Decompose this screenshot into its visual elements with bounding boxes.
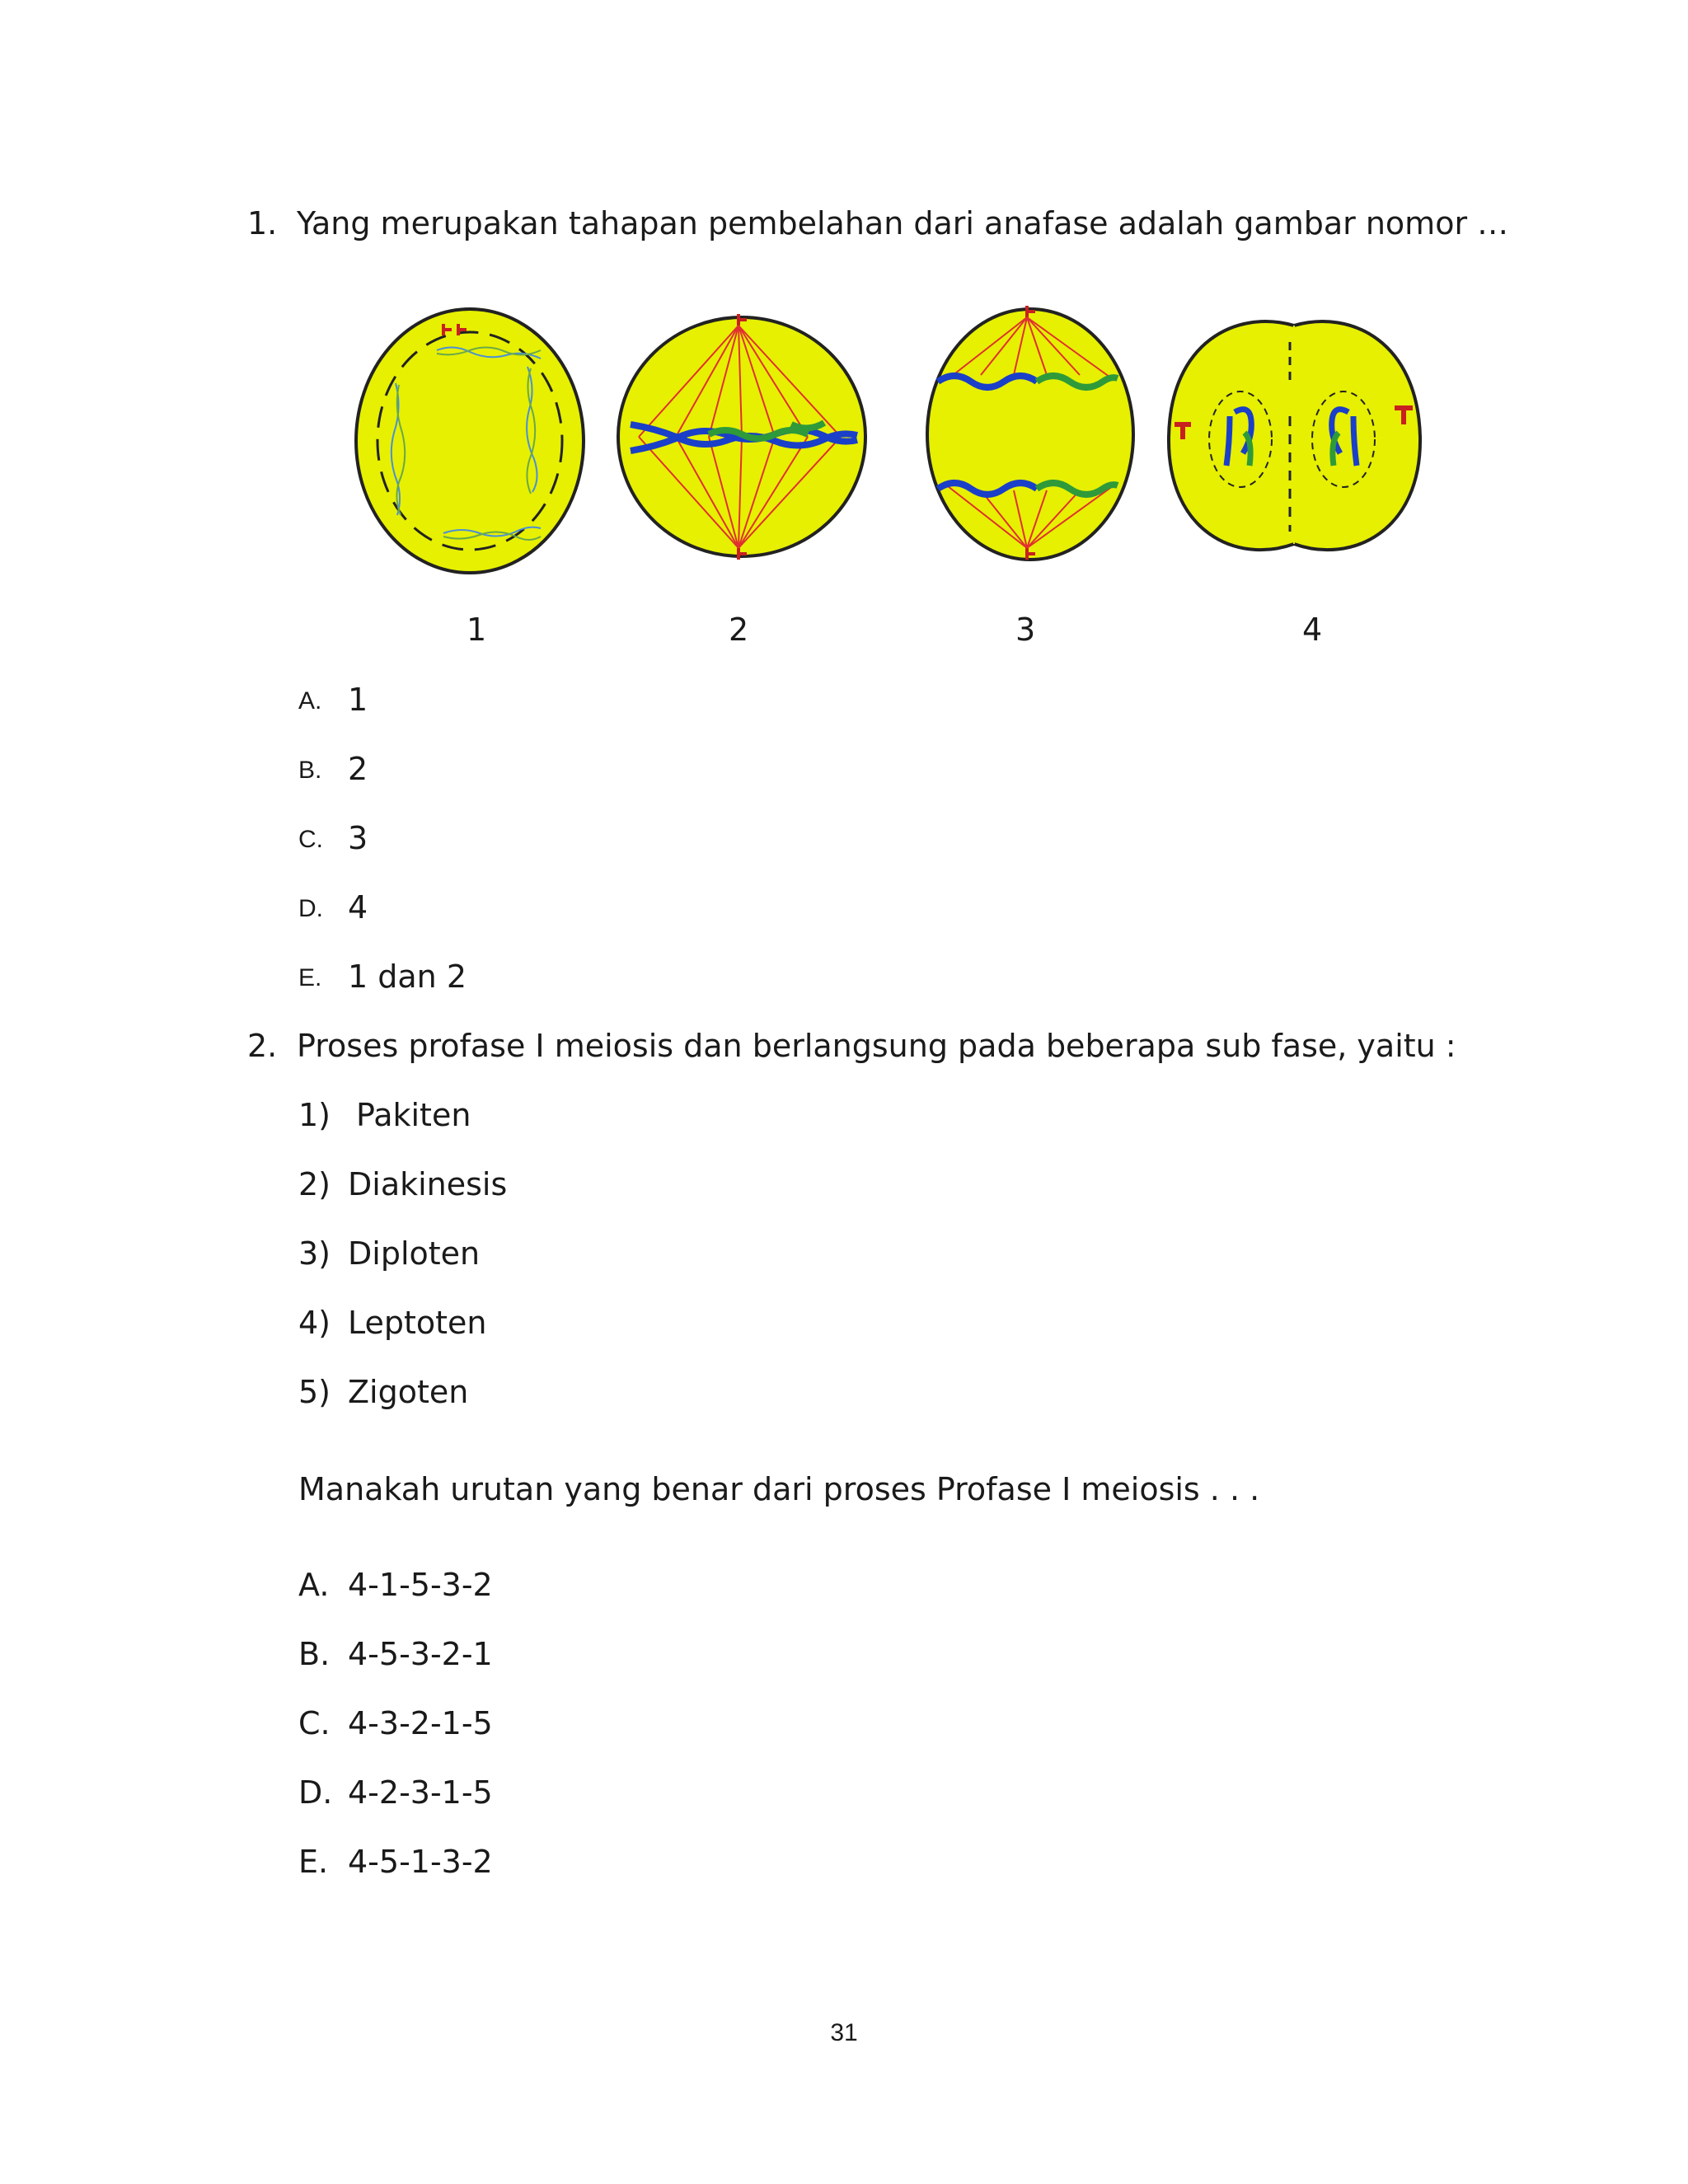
- cell-3-anaphase: [927, 306, 1133, 560]
- q2-item-1-number: 1): [298, 1097, 331, 1133]
- q1-option-a[interactable]: [298, 684, 546, 720]
- q1-option-a-value: 1: [348, 682, 368, 718]
- cell-division-figure: [346, 293, 1434, 589]
- q2-item-5-label: Zigoten: [348, 1374, 469, 1410]
- q1-option-d-letter: D.: [298, 895, 323, 922]
- page-number: 31: [830, 2019, 858, 2046]
- q2-option-c[interactable]: [298, 1705, 628, 1744]
- q1-option-c[interactable]: [298, 820, 546, 859]
- q2-option-a-value: 4-1-5-3-2: [348, 1567, 493, 1603]
- q2-item-4-label: Leptoten: [348, 1305, 487, 1341]
- q2-item-1: [298, 1099, 710, 1136]
- q2-item-3-label: Diploten: [348, 1235, 481, 1272]
- q2-prompt-text: Manakah urutan yang benar dari proses Profase I meiosis . . .: [298, 1471, 1260, 1507]
- question-1-text: Yang merupakan tahapan pembelahan dari anafase adalah gambar nomor …: [297, 205, 1509, 241]
- q2-option-a[interactable]: [298, 1569, 628, 1605]
- q1-option-c-value: 3: [348, 820, 368, 856]
- q2-option-c-letter: C.: [298, 1705, 331, 1741]
- q2-option-a-letter: A.: [298, 1567, 330, 1603]
- q2-item-3-number: 3): [298, 1235, 331, 1272]
- q2-item-2-label: Diakinesis: [348, 1166, 508, 1202]
- q2-item-4: [298, 1307, 710, 1343]
- q1-option-e-letter: E.: [298, 964, 322, 991]
- question-1-number: 1.: [247, 205, 278, 241]
- q2-option-b-value: 4-5-3-2-1: [348, 1636, 493, 1672]
- figure-label-4: 4: [1302, 612, 1323, 648]
- figure-label-1: 1: [467, 612, 487, 648]
- q2-item-1-label: Pakiten: [356, 1097, 471, 1133]
- q1-option-b[interactable]: [298, 753, 546, 790]
- q2-prompt: [298, 1471, 1370, 1510]
- question-1: [247, 205, 1509, 244]
- q2-item-3: [298, 1235, 710, 1274]
- q1-option-c-letter: C.: [298, 826, 323, 853]
- q2-option-d-letter: D.: [298, 1774, 333, 1811]
- q2-item-2-number: 2): [298, 1166, 331, 1202]
- q2-option-e-value: 4-5-1-3-2: [348, 1844, 493, 1880]
- q2-option-d[interactable]: [298, 1774, 628, 1813]
- q2-option-e[interactable]: [298, 1846, 628, 1882]
- q1-option-b-value: 2: [348, 751, 368, 787]
- q2-option-d-value: 4-2-3-1-5: [348, 1774, 493, 1811]
- q2-item-2: [298, 1166, 710, 1205]
- q1-option-a-letter: A.: [298, 687, 322, 715]
- q1-option-d[interactable]: [298, 889, 546, 928]
- q1-option-e[interactable]: [298, 958, 546, 997]
- question-2-text: Proses profase I meiosis dan berlangsung pada beberapa sub fase, yaitu :: [297, 1028, 1456, 1064]
- q2-item-4-number: 4): [298, 1305, 331, 1341]
- cell-2-metaphase: [618, 314, 865, 560]
- q2-option-b-letter: B.: [298, 1636, 331, 1672]
- q1-option-d-value: 4: [348, 889, 368, 926]
- q1-option-e-value: 1 dan 2: [348, 958, 467, 995]
- figure-label-2: 2: [729, 612, 749, 648]
- figure-label-3: 3: [1015, 612, 1036, 648]
- question-2-number: 2.: [247, 1028, 278, 1064]
- cell-1-prophase: [356, 309, 584, 573]
- q2-item-5-number: 5): [298, 1374, 331, 1410]
- q2-item-5: [298, 1376, 710, 1413]
- q1-option-b-letter: B.: [298, 757, 322, 784]
- cell-4-telophase: [1169, 321, 1420, 550]
- q2-option-e-letter: E.: [298, 1844, 329, 1880]
- q2-option-c-value: 4-3-2-1-5: [348, 1705, 493, 1741]
- question-2: [247, 1028, 1456, 1066]
- q2-option-b[interactable]: [298, 1638, 628, 1675]
